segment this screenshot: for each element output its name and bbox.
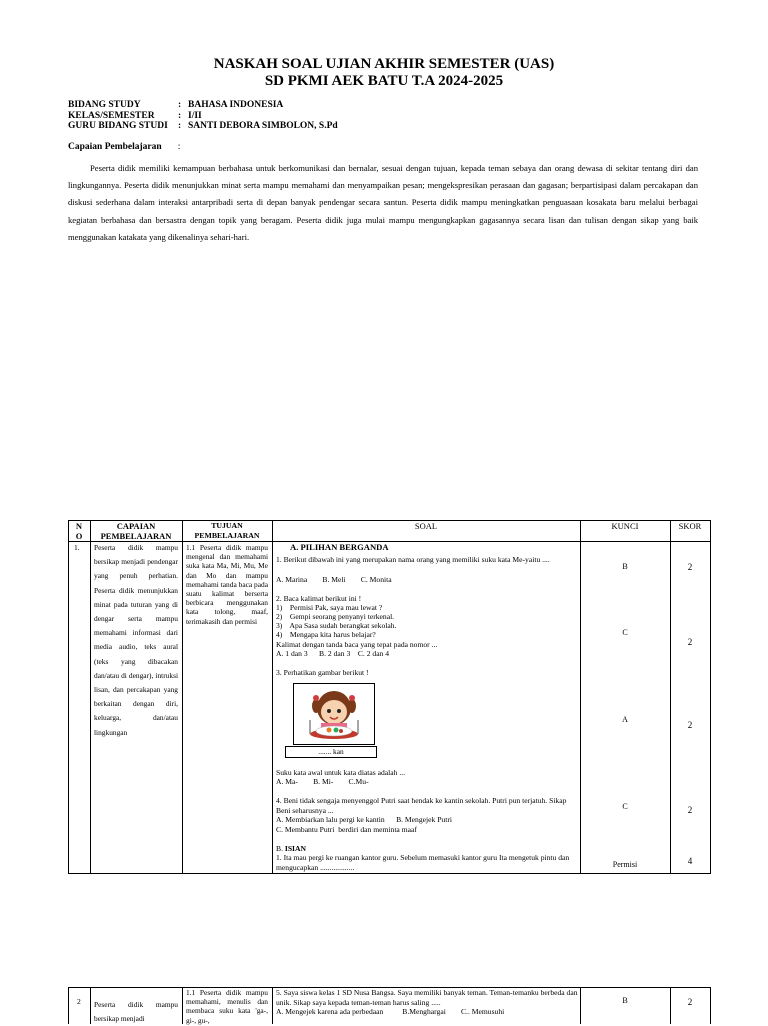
row-number: 2 xyxy=(77,997,81,1006)
header-tujuan: TUJUAN PEMBELAJARAN xyxy=(194,521,260,540)
question-2: 2. Baca kalimat berikut ini ! xyxy=(276,594,362,603)
question-2-item: 3) Apa Sasa sudah berangkat sekolah. xyxy=(276,621,397,630)
capaian-paragraph: Peserta didik memiliki kemampuan berbahasa untuk berkomunikasi dan bernalar, sesuai dengan tujuan, kepada teman sebaya dan orang dewasa di sekitar tentang diri dan lingkungannya. Peserta didik menunjukkan minat serta mampu memahami dan menyampaikan pesan; mengekspresikan perasaan dan gagasan; berpartisipasi dalam percakapan dan diskusi sederhana dalam interaksi antarpribadi serta di depan banyak pendengar secara santun. Peserta didik mampu meningkatkan penguasaan kosakata baru melalui berbagai kegiatan berbahasa dan bersastra dengan topik yang beragam. Peserta didik juga mulai mampu mengungkapkan gagasannya secara lisan dan tulisan dengan sikap yang baik menggunakan katakata yang dikenalinya sehari-hari. xyxy=(68,163,698,242)
question-1: 1. Berikut dibawah ini yang merupakan nama orang yang memiliki suku kata Me-yaitu .... xyxy=(276,555,550,564)
tujuan-cell: 1.1 Peserta didik mampu mengenal dan memahami suka kata Ma, Mi, Mu, Me dan Mo dan mampu memahami tanda baca pada suatu kalimat berserta berbicara menggunakan kata tolong, maaf, terimakasih dan permisi xyxy=(186,543,268,626)
answer-key: C xyxy=(622,802,628,811)
question-4: 4. Beni tidak sengaja menyenggol Putri saat hendak ke kantin sekolah. Putri pun terjatuh. Sikap Beni seharusnya ... xyxy=(276,796,567,815)
header-no: N O xyxy=(75,521,83,541)
document-title-line2: SD PKMI AEK BATU T.A 2024-2025 xyxy=(264,73,504,89)
section-a-heading: A. PILIHAN BERGANDA xyxy=(290,542,389,552)
header-capaian: CAPAIAN PEMBELAJARAN xyxy=(100,521,172,541)
question-3-options: A. Ma- B. Mi- C.Mu- xyxy=(276,777,369,786)
info-key: GURU BIDANG STUDI xyxy=(68,121,168,131)
answer-key: B xyxy=(622,562,628,571)
capaian-cell: Peserta didik mampu bersikap menjadi pendengar yang penuh perhatian. Peserta didik menunjukkan minat pada tuturan yang di dengar serta mampu memahami informasi dari media audio, teks aural (teks yang dibacakan dan/atau di dengar), intruksi lisan, dan percakapan yang berkaitan dengan diri, keluarga, dan/atau lingkungan xyxy=(94,543,178,737)
question-3: 3. Perhatikan gambar berikut ! xyxy=(276,668,369,677)
score: 4 xyxy=(687,856,693,866)
info-value: SANTI DEBORA SIMBOLON, S.Pd xyxy=(188,121,338,131)
section-b-heading: B. ISIAN xyxy=(276,844,306,853)
score: 2 xyxy=(687,720,693,730)
question-5: 1. Ita mau pergi ke ruangan kantor guru. Sebelum memasuki kantor guru Ita mengetuk pintu dan mengucapkan .................. xyxy=(276,853,570,872)
question-3-answer-box: ....... kan xyxy=(285,746,377,758)
info-key: KELAS/SEMESTER xyxy=(68,110,155,121)
score: 2 xyxy=(687,997,693,1007)
question-1-options: A. Marina B. Meli C. Monita xyxy=(276,575,392,584)
answer-key: A xyxy=(622,715,628,724)
girl-eating-illustration xyxy=(293,683,375,745)
question-2-item: 2) Gempi seorang penyanyi terkenal. xyxy=(276,612,395,621)
question-3-stem: Suku kata awal untuk kata diatas adalah ... xyxy=(276,768,406,777)
document-title-line1: NASKAH SOAL UJIAN AKHIR SEMESTER (UAS) xyxy=(213,56,555,72)
row-number: 1. xyxy=(74,543,80,552)
answer-key: B xyxy=(622,996,628,1005)
info-block: BIDANG STUDY : BAHASA INDONESIA KELAS/SEMESTER : I/II GURU BIDANG STUDI : SANTI DEBORA SIMBOLON, S.Pd xyxy=(68,100,338,131)
answer-key: C xyxy=(622,628,628,637)
question-2-options: A. 1 dan 3 B. 2 dan 3 C. 2 dan 4 xyxy=(276,649,390,658)
info-key: BIDANG STUDY xyxy=(68,100,141,110)
question-4-options: C. Membantu Putri berdiri dan meminta maaf xyxy=(276,825,417,834)
question-2-item: 1) Permisi Pak, saya mau lewat ? xyxy=(276,603,383,612)
question-2-item: 4) Mengapa kita harus belajar? xyxy=(276,630,376,639)
capaian-cell: Peserta didik mampu bersikap menjadi xyxy=(94,1000,178,1024)
tujuan-cell: 1.1 Peserta didik mampu memahami, menulis dan membaca suku kata 'ga-, gi-, gu-, xyxy=(186,988,268,1025)
question-2-stem: Kalimat dengan tanda baca yang tepat pada nomor ... xyxy=(276,640,438,649)
capaian-label: Capaian Pembelajaran : xyxy=(68,142,181,152)
header-kunci: KUNCI xyxy=(611,521,639,531)
info-value: BAHASA INDONESIA xyxy=(188,100,284,110)
question-5-row2: 5. Saya siswa kelas 1 SD Nusa Bangsa. Saya memiliki banyak teman. Teman-temanku berbeda dan unik. Sikap saya kepada teman-teman harus saling ..... xyxy=(276,988,578,1007)
question-4-options: A. Membiarkan lalu pergi ke kantin B. Mengejek Putri xyxy=(276,815,452,824)
header-skor: SKOR xyxy=(678,521,702,531)
answer-key: Permisi xyxy=(612,860,638,869)
score: 2 xyxy=(687,637,693,647)
score: 2 xyxy=(687,562,693,572)
score: 2 xyxy=(687,805,693,815)
info-value: I/II xyxy=(188,110,202,121)
question-5-options: A. Mengejek karena ada perbedaan B.Menghargai C.. Memusuhi xyxy=(276,1007,505,1016)
header-soal: SOAL xyxy=(414,521,438,531)
